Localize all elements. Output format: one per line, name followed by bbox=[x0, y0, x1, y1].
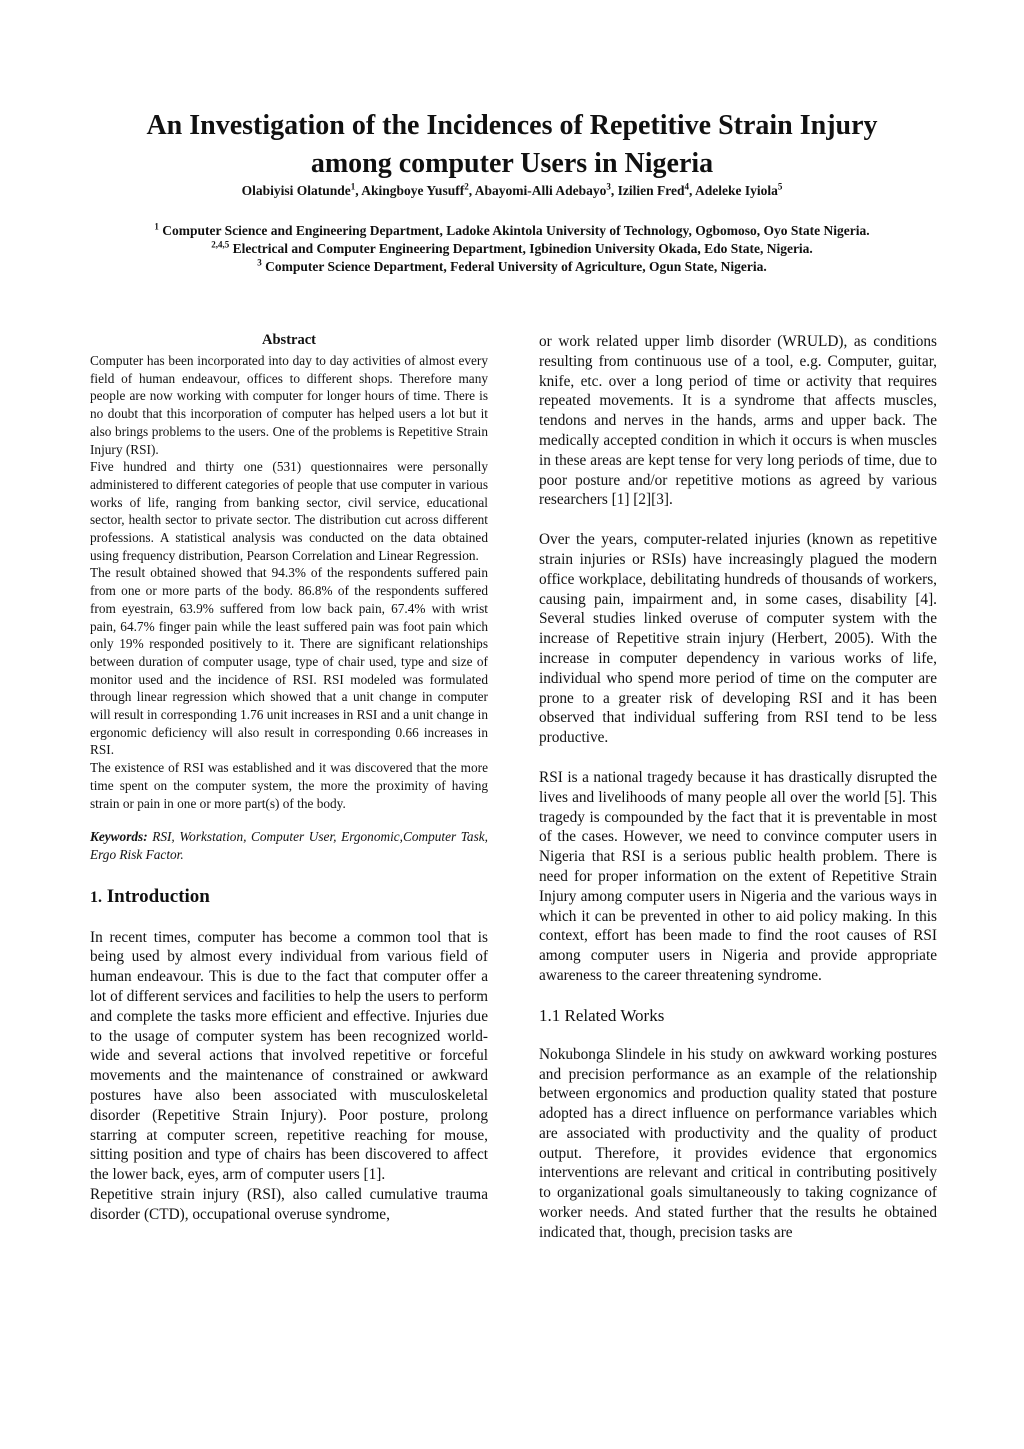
author-sup: 1 bbox=[350, 181, 356, 192]
author-sup: 3 bbox=[606, 181, 611, 192]
affiliation-2 bbox=[40, 240, 984, 257]
author-name: Akingboye Yusuff bbox=[361, 183, 465, 198]
affiliation-text: Electrical and Computer Engineering Department, Igbinedion University Okada, Edo State, Nigeria. bbox=[232, 241, 813, 256]
section-title: Introduction bbox=[106, 885, 210, 907]
affiliation-sup: 1 bbox=[154, 221, 159, 232]
affiliation-sup: 3 bbox=[257, 257, 262, 268]
body-paragraph: or work related upper limb disorder (WRULD), as conditions resulting from continuous use of a tool, e.g. Computer, guitar, knife, etc. over a long period of time or activity that requires repeated movements. It is a syndrome that affects muscles, tendons and nerves in the hands, arms and upper back. The medically accepted condition in which it occurs is when muscles in these areas are kept tense for very long periods of time, due to poor posture and/or repetitive motions as agreed by various researchers [1] [2][3]. bbox=[539, 333, 937, 509]
affiliation-3 bbox=[40, 258, 984, 275]
affiliation-1 bbox=[40, 222, 984, 239]
section-number: 1. bbox=[90, 888, 102, 906]
abstract-paragraph: The result obtained showed that 94.3% of the respondents suffered pain from one or more parts of the body. 86.8% of the respondents suffered from eyestrain, 63.9% suffered from low back pain, 67.4% with wrist pain, 64.7% finger pain while the least suffered pain was foot pain which only 19% responded positively to it. There are significant relationships between duration of computer usage, type of chair used, type and size of monitor used and the incidence of RSI. RSI modeled was formulated through linear regression which showed that a unit change in computer will result in corresponding 1.76 unit increases in RSI and a unit change in ergonomic deficiency will also result in corresponding 0.66 increases in RSI. bbox=[90, 565, 488, 758]
body-paragraph: Nokubonga Slindele in his study on awkward working postures and precision performance as an example of the relationship between ergonomics and production quality stated that posture adopted has a direct influence on performance variables which are associated with productivity and the quality of product output. Therefore, it provides evidence that ergonomics interventions are relevant and critical in contributing positively to organizational goals simultaneously to taking cognizance of worker needs. And stated further that the results he obtained indicated that, though, precision tasks are bbox=[539, 1045, 937, 1241]
title-line-1: An Investigation of the Incidences of Repetitive Strain Injury bbox=[146, 109, 878, 141]
author-name: Izilien Fred bbox=[617, 183, 685, 198]
title-line-2: among computer Users in Nigeria bbox=[310, 147, 714, 179]
intro-paragraph: In recent times, computer has become a common tool that is being used by almost every individual from various field of human endeavour. This is due to the fact that computer offer a lot of different services and facilities to help the users to perform and complete the tasks more efficient and effective. Injuries due to the usage of computer system has been recognized world-wide and several actions that involved repetitive or forceful movements and the maintenance of constrained or awkward postures have also been associated with musculoskeletal disorder (Repetitive Strain Injury). Poor posture, prolong starring at computer screen, repetitive reaching for mouse, sitting position and type of chairs has been discovered to affect the lower back, eyes, arm of computer users [1]. bbox=[90, 928, 488, 1184]
intro-paragraph: Repetitive strain injury (RSI), also called cumulative trauma disorder (CTD), occupational overuse syndrome, bbox=[90, 1186, 488, 1223]
body-paragraph: Over the years, computer-related injuries (known as repetitive strain injuries or RSIs) have increasingly plagued the modern office workplace, debilitating hundreds of thousands of workers, causing pain, impairment and, in some cases, disability [4]. Several studies linked overuse of computer system with the increase of Repetitive strain injury (Herbert, 2005). With the increase in computer dependency in various works of life, individual who spend more period of time on the computer are prone to a greater risk of developing RSI and it has been observed that individual suffering from RSI tend to be less productive. bbox=[539, 531, 937, 747]
affiliation-text: Computer Science Department, Federal University of Agriculture, Ogun State, Nigeria. bbox=[265, 259, 767, 274]
keywords-label: Keywords: bbox=[90, 829, 148, 845]
right-column bbox=[539, 332, 937, 1243]
author-sup: 5 bbox=[777, 181, 783, 192]
abstract-paragraph: The existence of RSI was established and it was discovered that the more time spent on the computer system, the more the proximity of having strain or pain in one or more part(s) of the body. bbox=[90, 760, 488, 811]
keywords-list: RSI, Workstation, Computer User, Ergonomic,Computer Task, Ergo Risk Factor. bbox=[90, 829, 488, 862]
keywords bbox=[90, 828, 488, 863]
left-column bbox=[90, 332, 488, 1225]
affiliation-text: Computer Science and Engineering Department, Ladoke Akintola University of Technology, Ogbomoso, Oyo State Nigeria. bbox=[162, 223, 870, 238]
abstract-paragraph: Computer has been incorporated into day to day activities of almost every field of human endeavour, offices to different shops. Therefore many people are now working with computer for longer hours of time. There is no doubt that this incorporation of computer has helped users a lot but it also brings problems to the users. One of the problems is Repetitive Strain Injury (RSI). bbox=[90, 353, 488, 457]
paper-title bbox=[60, 107, 964, 183]
author-name: Abayomi-Alli Adebayo bbox=[474, 183, 607, 198]
author-name: Olabiyisi Olatunde bbox=[241, 183, 351, 198]
affiliation-sup: 2,4,5 bbox=[211, 239, 230, 250]
abstract-heading: Abstract bbox=[262, 332, 316, 348]
body-paragraph: RSI is a national tragedy because it has drastically disrupted the lives and livelihoods of many people all over the world [5]. This tragedy is compounded by the fact that it is preventable in most of the cases. However, we need to convince computer users in Nigeria that RSI is a serious public health problem. There is need for proper information on the extent of Repetitive Strain Injury among computer users in Nigeria and the various ways in which it can be prevented in other to aid policy making. In this context, effort has been made to find the root causes of RSI among computer users in Nigeria and provide appropriate awareness to the career threatening syndrome. bbox=[539, 768, 937, 984]
author-sup: 2 bbox=[464, 181, 469, 192]
author-list: Olabiyisi Olatunde$^1$, Akingboye Yusuff$^2$, Abayomi-Alli Adebayo$^3$, Izilien Fred$^4$, Adeleke Iyiola$^5$ bbox=[241, 181, 783, 198]
abstract-paragraph: Five hundred and thirty one (531) questionnaires were personally administered to different categories of people that use computer in various works of life, ranging from banking sector, civil service, educational sector, health sector to private sector. The distribution cut across different professions. A statistical analysis was conducted on the data obtained using frequency distribution, Pearson Correlation and Linear Regression. bbox=[90, 459, 488, 563]
author-name: Adeleke Iyiola bbox=[695, 183, 778, 198]
author-sup: 4 bbox=[684, 181, 689, 192]
related-works-heading: 1.1 Related Works bbox=[539, 1005, 665, 1025]
introduction-heading bbox=[90, 886, 488, 908]
